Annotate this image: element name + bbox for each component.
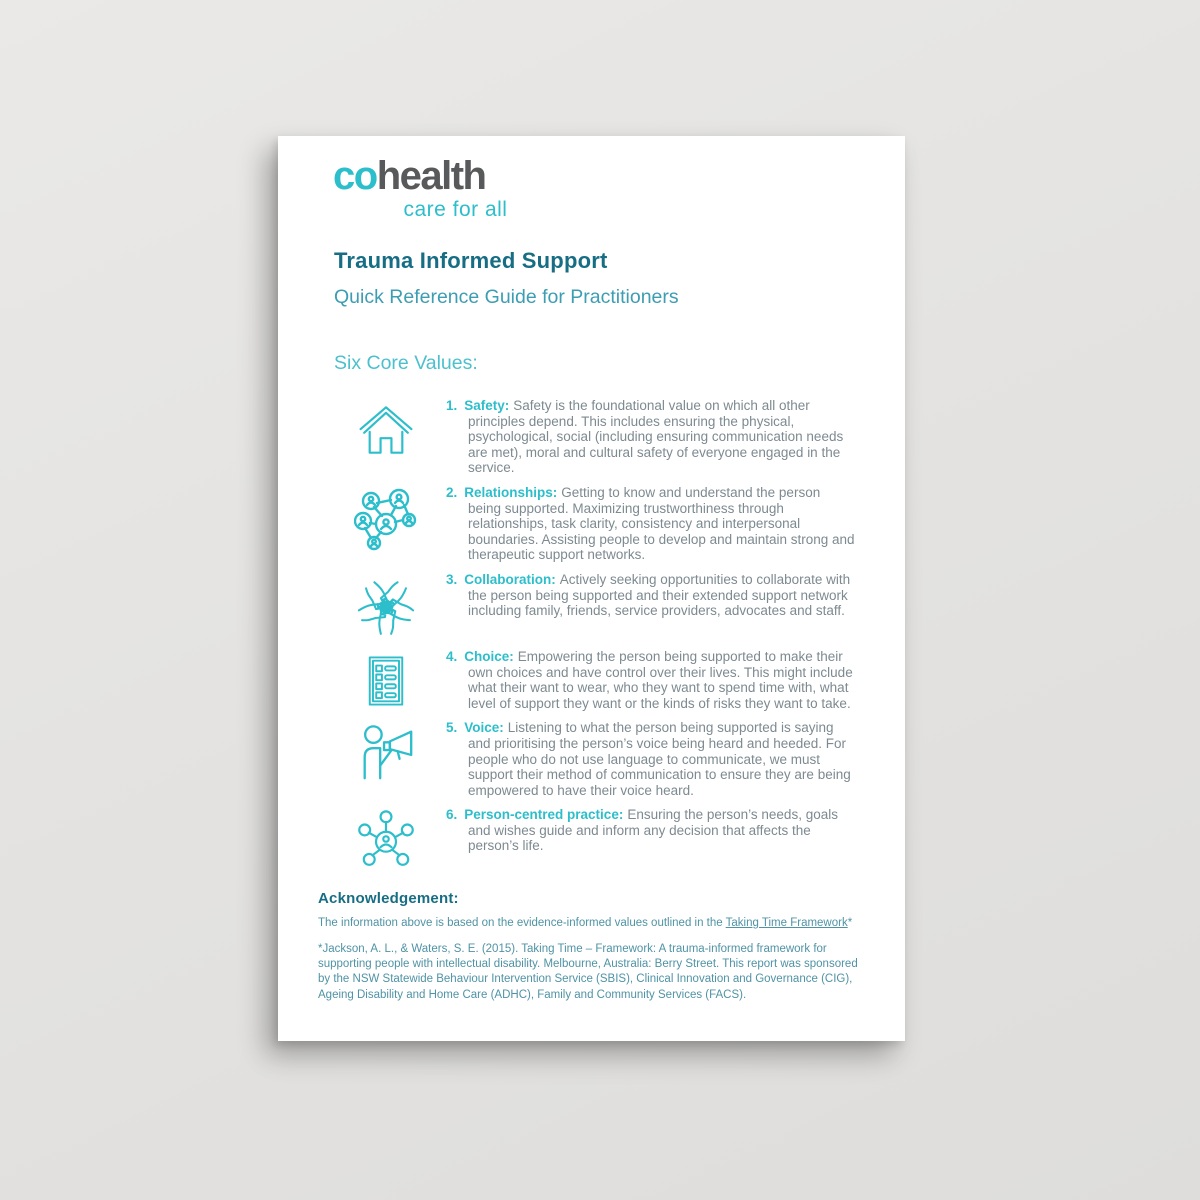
section-heading: Six Core Values: <box>334 352 478 374</box>
logo-co-text: co <box>333 154 377 198</box>
logo-wordmark <box>333 156 485 196</box>
house-icon <box>326 398 446 460</box>
item-body: Safety is the foundational value on which all other principles depend. This includes ensuring the physical, psychological, social (including ensuring communication needs are met), moral and cultural safety of everyone engaged in the service. <box>468 398 844 476</box>
value-text <box>446 572 856 619</box>
acknowledgement-asterisk: * <box>847 917 853 929</box>
page-subtitle: Quick Reference Guide for Practitioners <box>334 286 679 308</box>
acknowledgement-text-before-link: The information above is based on the evidence-informed values outlined in the <box>318 917 726 929</box>
logo-tagline: care for all <box>403 198 508 221</box>
citation-footnote: *Jackson, A. L., & Waters, S. E. (2015). Taking Time – Framework: A trauma-informed framework for supporting people with intellectual disability. Melbourne, Australia: Berry Street. This report was sponsored by the NSW Statewide Behaviour Intervention Service (SBIS), Clinical Innovation and Governance (CIG), Ageing Disability and Home Care (ADHC), Family and Community Services (FACS). <box>318 943 858 1001</box>
list-item-collaboration <box>326 572 856 640</box>
acknowledgement-heading: Acknowledgement: <box>318 890 459 907</box>
taking-time-framework-link[interactable]: Taking Time Framework <box>725 917 848 929</box>
item-label: Person-centred practice: <box>464 807 624 823</box>
item-number: 4. <box>446 648 458 664</box>
item-number: 5. <box>446 720 458 736</box>
item-label: Voice: <box>464 720 504 736</box>
value-text <box>446 807 856 854</box>
item-label: Choice: <box>464 648 514 664</box>
value-text <box>446 649 856 711</box>
list-item-safety <box>326 398 856 476</box>
item-label: Relationships: <box>464 484 558 500</box>
item-label: Safety: <box>464 398 510 413</box>
logo-health-text: health <box>376 154 486 198</box>
core-values-list <box>326 398 856 878</box>
megaphone-person-icon <box>326 720 446 784</box>
item-body: Empowering the person being supported to make their own choices and have control over their lives. This might include what their want to wear, who they want to spend time with, what level of support they want or the kinds of risks they want to take. <box>468 648 853 711</box>
value-text <box>446 485 856 563</box>
cohealth-logo <box>333 154 508 222</box>
list-item-relationships <box>326 485 856 563</box>
list-item-person-centred <box>326 807 856 869</box>
item-number: 2. <box>446 484 458 500</box>
document-page <box>278 136 905 1041</box>
person-hub-icon <box>326 807 446 869</box>
item-label: Collaboration: <box>464 571 556 587</box>
item-number: 6. <box>446 807 458 823</box>
checklist-icon <box>326 649 446 711</box>
item-number: 1. <box>446 398 458 413</box>
value-text <box>446 398 856 476</box>
item-body: Actively seeking opportunities to collaborate with the person being supported and their extended support network including family, friends, service providers, advocates and staff. <box>468 571 851 619</box>
list-item-voice <box>326 720 856 798</box>
acknowledgement-text <box>318 917 878 929</box>
hands-circle-icon <box>326 572 446 640</box>
list-item-choice <box>326 649 856 711</box>
item-body: Ensuring the person’s needs, goals and wishes guide and inform any decision that affects the person’s life. <box>468 807 838 854</box>
people-network-icon <box>326 485 446 553</box>
item-body: Getting to know and understand the person being supported. Maximizing trustworthiness through relationships, task clarity, consistency and interpersonal boundaries. Assisting people to develop and maintain strong and therapeutic support networks. <box>468 484 855 563</box>
value-text <box>446 720 856 798</box>
item-number: 3. <box>446 571 458 587</box>
item-body: Listening to what the person being supported is saying and prioritising the person’s voice being heard and heeded. For people who do not use language to communicate, we must support their method of communication to ensure they are being empowered to have their voice heard. <box>468 720 851 798</box>
page-title: Trauma Informed Support <box>334 248 608 273</box>
